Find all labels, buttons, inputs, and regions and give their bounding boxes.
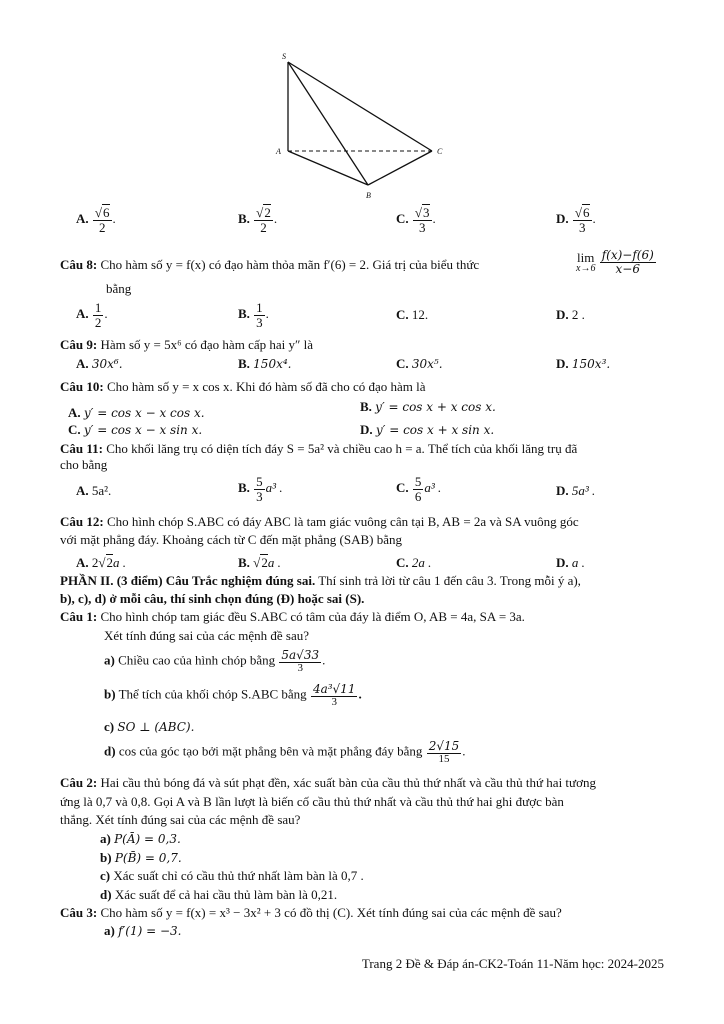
edge-bc (368, 151, 432, 185)
q9-stem: Câu 9: Hàm số y = 5x⁶ có đạo hàm cấp hai y″ là (60, 337, 314, 352)
q8-option-d: D. 2 . (556, 307, 585, 322)
q8-limit: lim x→6 $\frac{f(x)-f(6)}{x-6}$ (576, 248, 654, 276)
q7-option-d: D. $\frac{√6}{3}$ . (556, 205, 596, 235)
q11-option-a: A. 5a². (76, 483, 112, 498)
q11-option-d: D. 5a³ . (556, 483, 596, 498)
edge-ab (288, 151, 368, 185)
q12-option-d: D. a . (556, 555, 585, 570)
edge-sc (288, 62, 432, 151)
q8-option-b: B. $\frac{1}{3}$ . (238, 300, 269, 330)
q11-option-b: B. $\frac{5}{3}$ a³ . (238, 474, 283, 504)
label-b: B (366, 191, 371, 200)
p3-item-a: a) f′(1) = −3. (104, 923, 182, 938)
part2-header: PHẦN II. (3 điểm) Câu Trắc nghiệm đúng sai. Thí sinh trả lời từ câu 1 đến câu 3. Trong mỗi ý a), (60, 573, 581, 588)
p2-stem-line1: Câu 2: Hai cầu thủ bóng đá và sút phạt đền, xác suất bàn của cầu thủ thứ nhất và cầu thủ thứ hai tương (60, 775, 596, 790)
q10-option-b: B. y′ = cos x + x cos x. (360, 399, 496, 414)
p1-stem: Câu 1: Cho hình chóp tam giác đều S.ABC có tâm của đáy là điểm O, AB = 4a, SA = 3a. (60, 609, 525, 624)
q8-cont: bằng (106, 281, 132, 296)
q11-stem-line1: Câu 11: Cho khối lăng trụ có diện tích đáy S = 5a² và chiều cao h = a. Thể tích của khối lăng trụ đã (60, 441, 578, 456)
q7-option-a: A. $\frac{√6}{2}$ . (76, 205, 116, 235)
q12-stem-line2: với mặt phẳng đáy. Khoảng cách từ C đến mặt phẳng (SAB) bằng (60, 532, 402, 547)
p3-stem: Câu 3: Cho hàm số y = f(x) = x³ − 3x² + 3 có đồ thị (C). Xét tính đúng sai của các mệnh đề sau? (60, 905, 562, 920)
p2-item-c: c) Xác suất chỉ có cầu thủ thứ nhất làm bàn là 0,7 . (100, 868, 364, 883)
q7-option-c: C. $\frac{√3}{3}$ . (396, 205, 436, 235)
p1-item-a: a) Chiều cao của hình chóp bằng $\frac{5a√33}{3}$ . (104, 648, 326, 674)
label-a: A (276, 147, 281, 156)
q10-option-c: C. y′ = cos x − x sin x. (68, 422, 203, 437)
q10-option-a: A. y′ = cos x − x cos x. (68, 405, 205, 420)
pyramid-figure (270, 48, 450, 203)
q10-option-d: D. y′ = cos x + x sin x. (360, 422, 495, 437)
p2-item-d: d) Xác suất để cả hai cầu thủ làm bàn là 0,21. (100, 887, 338, 902)
p2-stem-line2: ứng là 0,7 và 0,8. Gọi A và B lần lượt là biến cố cầu thủ thứ nhất và cầu thủ thứ hai ghi được bàn (60, 794, 564, 809)
p1-intro: Xét tính đúng sai của các mệnh đề sau? (104, 628, 310, 643)
q8-option-a: A. $\frac{1}{2}$ . (76, 300, 108, 330)
q9-option-a: A. 30x⁶. (76, 356, 123, 371)
edge-sb (288, 62, 368, 185)
q12-stem-line1: Câu 12: Cho hình chóp S.ABC có đáy ABC là tam giác vuông cân tại B, AB = 2a và SA vuông góc (60, 514, 579, 529)
q12-option-c: C. 2a . (396, 555, 432, 570)
q10-stem: Câu 10: Cho hàm số y = x cos x. Khi đó hàm số đã cho có đạo hàm là (60, 379, 426, 394)
q12-option-a: A. 2√2a . (76, 555, 127, 570)
q9-option-d: D. 150x³. (556, 356, 611, 371)
q11-option-c: C. $\frac{5}{6}$ a³ . (396, 474, 442, 504)
label-c: C (437, 147, 443, 156)
p2-item-b: b) P(B̄) = 0,7. (100, 850, 182, 865)
label-s: S (282, 52, 286, 61)
p1-item-d: d) cos của góc tạo bởi mặt phẳng bên và mặt phẳng đáy bằng $\frac{2√15}{15}$ . (104, 739, 466, 765)
q12-option-b: B. √2a . (238, 555, 281, 570)
page-footer: Trang 2 Đề & Đáp án-CK2-Toán 11-Năm học: 2024-2025 (361, 956, 664, 971)
q8-option-c: C. 12. (396, 307, 429, 322)
q9-option-c: C. 30x⁵. (396, 356, 443, 371)
p2-item-a: a) P(Ā) = 0,3. (100, 831, 181, 846)
part2-instructions: b), c), d) ở mỗi câu, thí sinh chọn đúng (Đ) hoặc sai (S). (60, 591, 365, 606)
q7-option-b: B. $\frac{√2}{2}$ . (238, 205, 278, 235)
q8-stem: Câu 8: Cho hàm số y = f(x) có đạo hàm thỏa mãn f′(6) = 2. Giá trị của biểu thức (60, 257, 480, 272)
p2-stem-line3: thắng. Xét tính đúng sai của các mệnh đề sau? (60, 812, 301, 827)
p1-item-c: c) SO ⊥ (ABC). (104, 719, 195, 734)
q9-option-b: B. 150x⁴. (238, 356, 292, 371)
q11-stem-line2: cho bằng (60, 457, 108, 472)
p1-item-b: b) Thể tích của khối chóp S.ABC bằng $\frac{\text{4a³√11}}{3}$ . (104, 682, 362, 708)
